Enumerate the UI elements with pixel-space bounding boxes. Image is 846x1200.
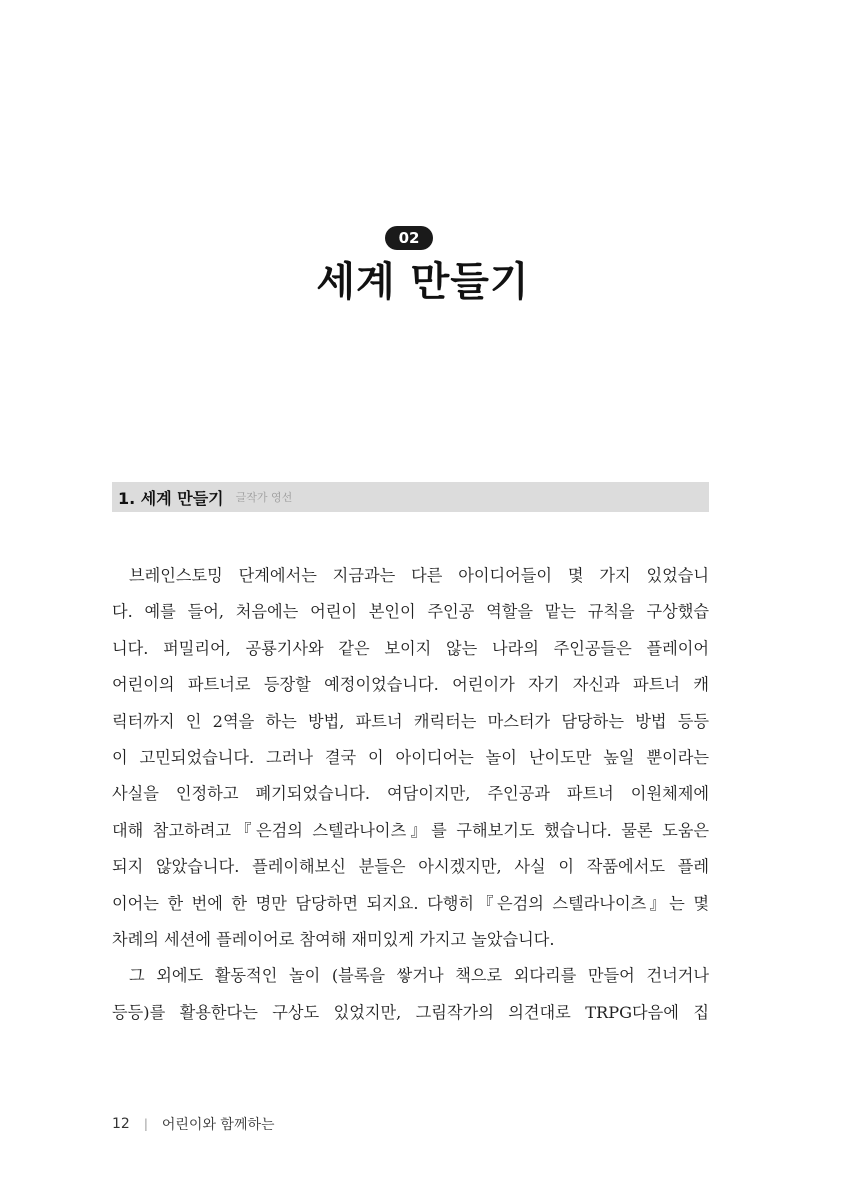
running-title: 어린이와 함께하는 <box>161 1117 275 1133</box>
body-line: 되지 않았습니다. 플레이해보신 분들은 아시겠지만, 사실 이 작품에서도 플레 <box>112 857 709 877</box>
section-header-bar <box>112 482 709 512</box>
body-line: 등등)를 활용한다는 구상도 있었지만, 그림작가의 의견대로 TRPG다음에 집 <box>112 1002 709 1022</box>
page-footer <box>112 1114 275 1134</box>
chapter-title: 세계 만들기 <box>316 259 530 305</box>
body-line: 어린이의 파트너로 등장할 예정이었습니다. 어린이가 자기 자신과 파트너 캐 <box>112 675 709 695</box>
body-text <box>112 558 709 1031</box>
section-author: 글작가 영선 <box>235 491 293 504</box>
body-line: 브레인스토밍 단계에서는 지금과는 다른 아이디어들이 몇 가지 있었습니 <box>129 566 709 585</box>
body-line: 차례의 세션에 플레이어로 참여해 재미있게 가지고 놀았습니다. <box>112 929 555 949</box>
body-line: 사실을 인정하고 폐기되었습니다. 여담이지만, 주인공과 파트너 이원체제에 <box>112 784 709 804</box>
footer-separator: | <box>143 1117 148 1131</box>
chapter-number-badge: 02 <box>385 226 433 250</box>
body-line: 다. 예를 들어, 처음에는 어린이 본인이 주인공 역할을 맡는 규칙을 구상했습 <box>112 602 709 622</box>
body-line: 그 외에도 활동적인 놀이 (블록을 쌓거나 책으로 외다리를 만들어 건너거나 <box>129 966 709 986</box>
body-line: 니다. 퍼밀리어, 공룡기사와 같은 보이지 않는 나라의 주인공들은 플레이어 <box>112 638 709 658</box>
body-line: 릭터까지 인 2역을 하는 방법, 파트너 캐릭터는 마스터가 담당하는 방법 등등 <box>112 711 709 731</box>
body-line: 이어는 한 번에 한 명만 담당하면 되지요. 다행히『은검의 스텔라나이츠』는 몇 <box>112 893 709 913</box>
body-line: 이 고민되었습니다. 그러나 결국 이 아이디어는 놀이 난이도만 높일 뿐이라는 <box>112 747 709 767</box>
page-number: 12 <box>112 1116 130 1132</box>
section-title: 1. 세계 만들기 <box>118 488 224 508</box>
body-line: 대해 참고하려고『은검의 스텔라나이츠』를 구해보기도 했습니다. 물론 도움은 <box>112 820 709 840</box>
